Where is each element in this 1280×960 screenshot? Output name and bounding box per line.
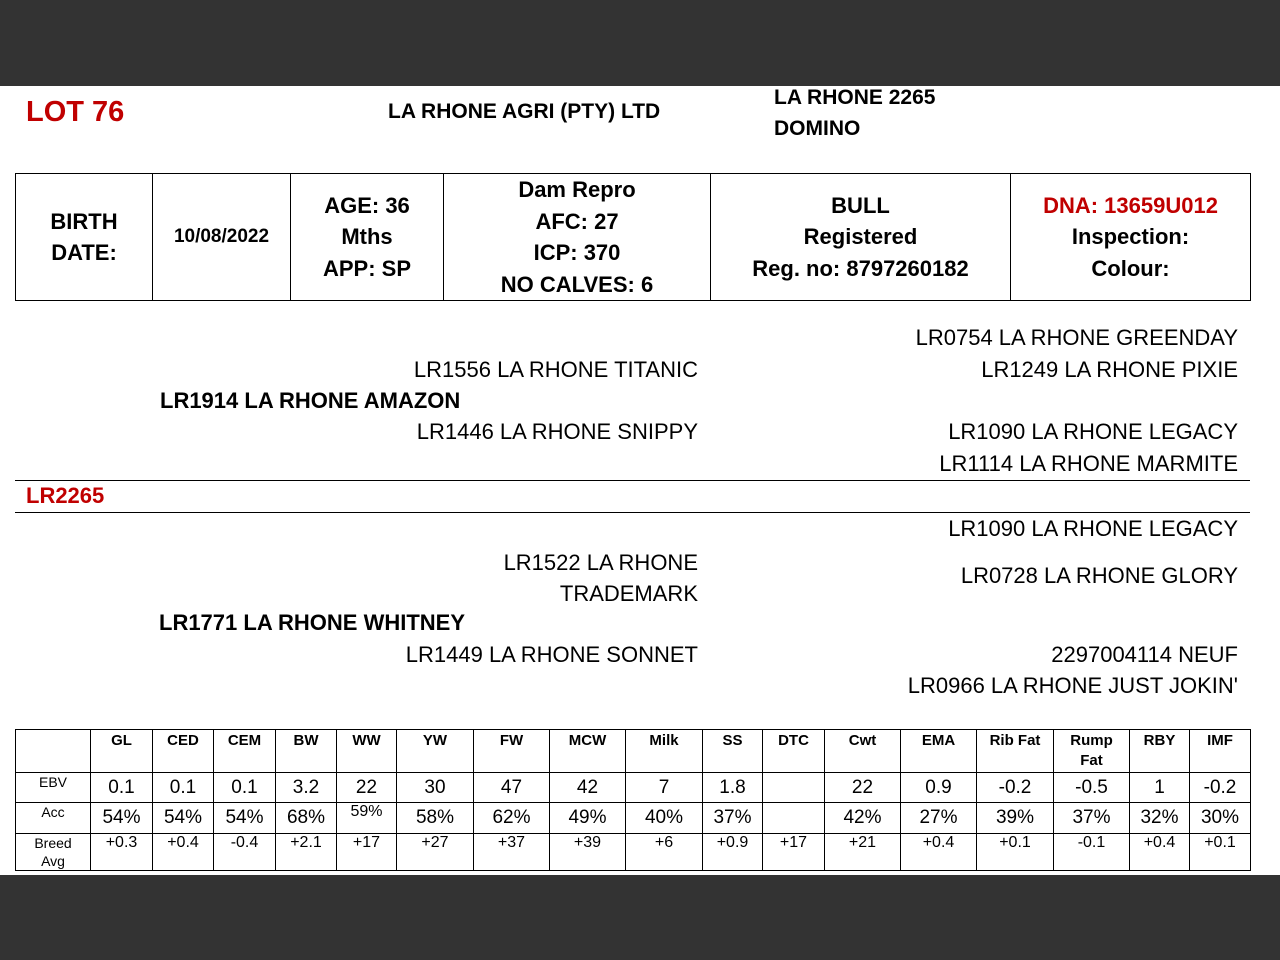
pedigree-divider-top: [15, 480, 1250, 481]
acc-cell: 40%: [626, 803, 703, 834]
breed-avg-cell: +0.1: [977, 834, 1054, 871]
breed-avg-cell: +0.4: [901, 834, 977, 871]
ebv-cell: 22: [337, 773, 397, 803]
ebv-cell: 0.1: [91, 773, 153, 803]
column-header: RBY: [1130, 730, 1190, 773]
column-header: Rib Fat: [977, 730, 1054, 773]
acc-cell: 68%: [276, 803, 337, 834]
ebv-cell: 0.1: [153, 773, 214, 803]
dna-cell: DNA: 13659U012 Inspection: Colour:: [1011, 174, 1251, 301]
column-header: FW: [474, 730, 550, 773]
sire-sire-sire: LR0754 LA RHONE GREENDAY: [915, 325, 1238, 350]
lot-number: LOT 76: [26, 96, 125, 128]
breed-avg-cell: +27: [397, 834, 474, 871]
acc-cell: 58%: [397, 803, 474, 834]
registration-cell: BULL Registered Reg. no: 8797260182: [711, 174, 1011, 301]
column-header: Milk: [626, 730, 703, 773]
ebv-row: [16, 773, 1251, 803]
column-header: Cwt: [825, 730, 901, 773]
ebv-cell: 1.8: [703, 773, 763, 803]
breed-avg-cell: +6: [626, 834, 703, 871]
sire: LR1914 LA RHONE AMAZON: [160, 388, 461, 413]
age-cell: AGE: 36 Mths APP: SP: [291, 174, 444, 301]
ebv-header-row: [16, 730, 1251, 773]
birth-date-label: BIRTH DATE:: [16, 174, 153, 301]
ebv-cell: 22: [825, 773, 901, 803]
acc-cell: [763, 803, 825, 834]
ebv-cell: 30: [397, 773, 474, 803]
column-header: YW: [397, 730, 474, 773]
dam-sire-dam: LR0728 LA RHONE GLORY: [960, 563, 1238, 588]
column-header: EMA: [901, 730, 977, 773]
acc-cell: 54%: [91, 803, 153, 834]
breed-avg-cell: +21: [825, 834, 901, 871]
row-label-acc: Acc: [16, 803, 91, 834]
dam-dam-sire: 2297004114 NEUF: [1051, 642, 1238, 667]
ebv-cell: 1: [1130, 773, 1190, 803]
animal-id: LR2265: [26, 483, 105, 508]
sire-dam: LR1446 LA RHONE SNIPPY: [416, 419, 698, 444]
column-header: SS: [703, 730, 763, 773]
dam-sire-sire: LR1090 LA RHONE LEGACY: [948, 516, 1238, 541]
acc-cell: 42%: [825, 803, 901, 834]
acc-row: [16, 803, 1251, 834]
acc-cell: 30%: [1190, 803, 1251, 834]
ebv-cell: [763, 773, 825, 803]
breed-avg-cell: +0.4: [1130, 834, 1190, 871]
breed-avg-cell: +2.1: [276, 834, 337, 871]
breed-avg-cell: +17: [337, 834, 397, 871]
column-header: Rump Fat: [1054, 730, 1130, 773]
dna-number: DNA: 13659U012: [1043, 192, 1218, 218]
breed-avg-cell: +0.9: [703, 834, 763, 871]
column-header: CEM: [214, 730, 276, 773]
acc-cell: 49%: [550, 803, 626, 834]
breed-avg-cell: +0.1: [1190, 834, 1251, 871]
sire-sire-dam: LR1249 LA RHONE PIXIE: [981, 357, 1238, 382]
breed-avg-cell: +17: [763, 834, 825, 871]
ebv-cell: 0.9: [901, 773, 977, 803]
breed-avg-cell: -0.1: [1054, 834, 1130, 871]
breed-avg-cell: -0.4: [214, 834, 276, 871]
ebv-cell: -0.5: [1054, 773, 1130, 803]
column-header: DTC: [763, 730, 825, 773]
row-label-breed-avg: Breed Avg: [16, 834, 91, 871]
row-label-ebv: EBV: [16, 773, 91, 803]
ebv-cell: -0.2: [977, 773, 1054, 803]
column-header: CED: [153, 730, 214, 773]
acc-cell: 39%: [977, 803, 1054, 834]
ebv-cell: 42: [550, 773, 626, 803]
info-table: [15, 173, 1251, 301]
acc-cell: 54%: [214, 803, 276, 834]
column-header: IMF: [1190, 730, 1251, 773]
ebv-cell: -0.2: [1190, 773, 1251, 803]
column-header: GL: [91, 730, 153, 773]
breed-avg-row: [16, 834, 1251, 871]
ebv-cell: 0.1: [214, 773, 276, 803]
acc-cell: 27%: [901, 803, 977, 834]
acc-cell: 37%: [1054, 803, 1130, 834]
lot-sheet: [0, 86, 1280, 875]
ebv-cell: 3.2: [276, 773, 337, 803]
birth-date: 10/08/2022: [153, 174, 291, 301]
ebv-table: [15, 729, 1251, 871]
acc-cell: 59%: [337, 803, 397, 834]
acc-cell: 62%: [474, 803, 550, 834]
animal-name-line-1: LA RHONE 2265: [774, 86, 936, 109]
column-header: WW: [337, 730, 397, 773]
column-header: BW: [276, 730, 337, 773]
dam-dam-dam: LR0966 LA RHONE JUST JOKIN': [907, 673, 1238, 698]
dam: LR1771 LA RHONE WHITNEY: [159, 610, 466, 635]
dam-repro-cell: Dam Repro AFC: 27 ICP: 370 NO CALVES: 6: [444, 174, 711, 301]
dam-dam: LR1449 LA RHONE SONNET: [405, 642, 698, 667]
ebv-cell: 7: [626, 773, 703, 803]
breed-avg-cell: +37: [474, 834, 550, 871]
dam-sire: LR1522 LA RHONE TRADEMARK: [503, 550, 698, 606]
acc-cell: 54%: [153, 803, 214, 834]
sire-dam-dam: LR1114 LA RHONE MARMITE: [939, 451, 1238, 476]
breed-avg-cell: +0.4: [153, 834, 214, 871]
ebv-cell: 47: [474, 773, 550, 803]
column-header: MCW: [550, 730, 626, 773]
breeder-name: LA RHONE AGRI (PTY) LTD: [388, 100, 661, 123]
sire-dam-sire: LR1090 LA RHONE LEGACY: [948, 419, 1238, 444]
corner-cell: [16, 730, 91, 773]
breed-avg-cell: +39: [550, 834, 626, 871]
acc-cell: 32%: [1130, 803, 1190, 834]
animal-name: [774, 86, 935, 144]
breed-avg-cell: +0.3: [91, 834, 153, 871]
sire-sire: LR1556 LA RHONE TITANIC: [413, 357, 698, 382]
acc-cell: 37%: [703, 803, 763, 834]
animal-name-line-2: DOMINO: [774, 117, 861, 140]
pedigree-divider-bottom: [15, 512, 1250, 513]
